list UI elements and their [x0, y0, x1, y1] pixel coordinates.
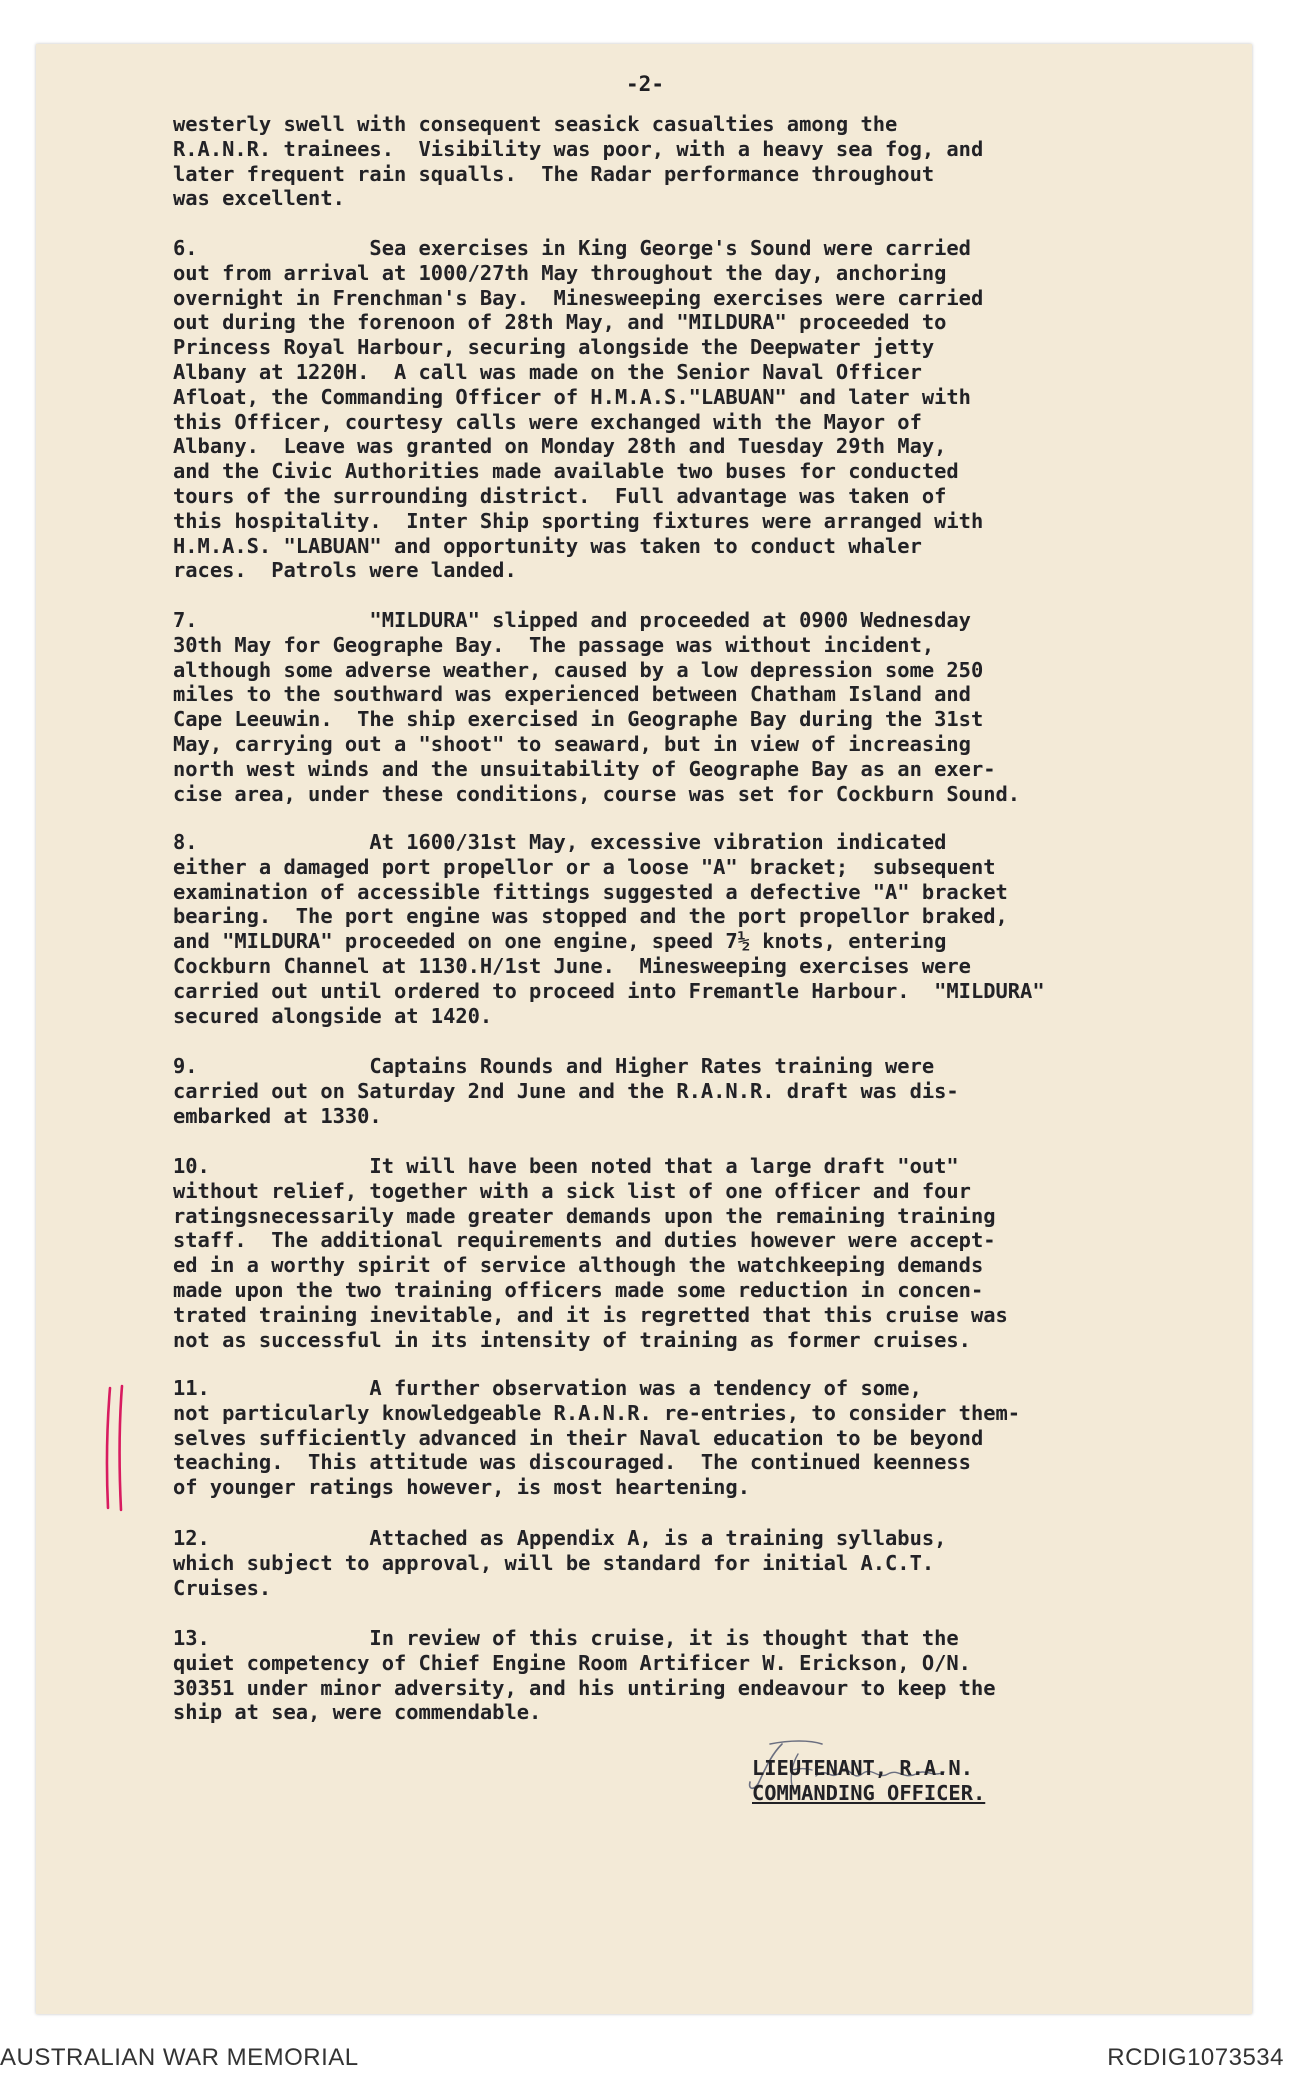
- paragraph-line: 8. At 1600/31st May, excessive vibration indicated: [173, 830, 947, 854]
- paragraph-line: Albany. Leave was granted on Monday 28th and Tuesday 29th May,: [173, 434, 947, 459]
- paragraph-line: 6. Sea exercises in King George's Sound were carried: [173, 236, 971, 260]
- paragraph-line: either a damaged port propellor or a loose "A" bracket; subsequent: [173, 854, 996, 879]
- paragraph-line: bearing. The port engine was stopped and the port propellor braked,: [173, 904, 1008, 929]
- footer-reference: RCDIG1073534: [1107, 2044, 1284, 2071]
- paragraph: [173, 1526, 1203, 1600]
- paragraph-line: was excellent.: [173, 186, 345, 211]
- paragraph-line: ship at sea, were commendable.: [173, 1700, 542, 1725]
- signature-block: [752, 1718, 985, 1806]
- paragraph-line: teaching. This attitude was discouraged. The continued keenness: [173, 1450, 971, 1475]
- paragraph-line: H.M.A.S. "LABUAN" and opportunity was taken to conduct whaler: [173, 533, 922, 558]
- paragraph-line: and "MILDURA" proceeded on one engine, speed 7½ knots, entering: [173, 929, 947, 954]
- paragraph-line: 12. Attached as Appendix A, is a training syllabus,: [173, 1526, 947, 1550]
- paragraph-line: although some adverse weather, caused by a low depression some 250: [173, 657, 984, 682]
- page-number: -2-: [626, 72, 664, 96]
- paragraph-line: north west winds and the unsuitability of Geographe Bay as an exer-: [173, 756, 996, 781]
- paragraph-line: made upon the two training officers made some reduction in concen-: [173, 1277, 984, 1302]
- margin-mark-icon: [100, 1384, 130, 1512]
- paragraph-line: without relief, together with a sick list of one officer and four: [173, 1178, 971, 1203]
- signatory-rank: LIEUTENANT, R.A.N.: [752, 1756, 973, 1780]
- paragraph-line: miles to the southward was experienced between Chatham Island and: [173, 682, 971, 707]
- paragraph-line: embarked at 1330.: [173, 1103, 382, 1128]
- paragraph-line: 7. "MILDURA" slipped and proceeded at 0900 Wednesday: [173, 608, 971, 632]
- paragraph-line: 30351 under minor adversity, and his untiring endeavour to keep the: [173, 1675, 996, 1700]
- paragraph-line: this Officer, courtesy calls were exchanged with the Mayor of: [173, 409, 922, 434]
- footer-source: AUSTRALIAN WAR MEMORIAL: [0, 2044, 359, 2071]
- paragraph-line: 13. In review of this cruise, it is thought that the: [173, 1626, 959, 1650]
- paragraph-line: Cockburn Channel at 1130.H/1st June. Minesweeping exercises were: [173, 953, 971, 978]
- paragraph: [173, 608, 1203, 806]
- paragraph-line: 9. Captains Rounds and Higher Rates training were: [173, 1054, 935, 1078]
- paragraph-line: later frequent rain squalls. The Radar performance throughout: [173, 161, 935, 186]
- paragraph-line: of younger ratings however, is most heartening.: [173, 1475, 750, 1500]
- paragraph-line: overnight in Frenchman's Bay. Minesweeping exercises were carried: [173, 285, 984, 310]
- paragraph-line: examination of accessible fittings suggested a defective "A" bracket: [173, 879, 1008, 904]
- paragraph-line: May, carrying out a "shoot" to seaward, but in view of increasing: [173, 731, 971, 756]
- paragraph-line: Afloat, the Commanding Officer of H.M.A.S."LABUAN" and later with: [173, 384, 971, 409]
- paragraph-line: Cape Leeuwin. The ship exercised in Geographe Bay during the 31st: [173, 707, 984, 732]
- paragraph-line: not as successful in its intensity of training as former cruises.: [173, 1327, 971, 1352]
- paragraph: [173, 830, 1203, 1028]
- paragraph-line: and the Civic Authorities made available two buses for conducted: [173, 459, 959, 484]
- paragraph-line: selves sufficiently advanced in their Naval education to be beyond: [173, 1425, 984, 1450]
- paragraph-line: trated training inevitable, and it is regretted that this cruise was: [173, 1302, 1008, 1327]
- paragraph-line: not particularly knowledgeable R.A.N.R. re-entries, to consider them-: [173, 1400, 1021, 1425]
- paragraph-line: staff. The additional requirements and duties however were accept-: [173, 1228, 996, 1253]
- paragraph-line: cise area, under these conditions, course was set for Cockburn Sound.: [173, 781, 1021, 806]
- paragraph: [173, 112, 1203, 211]
- paragraph: [173, 1626, 1203, 1725]
- paragraph-line: out during the forenoon of 28th May, and "MILDURA" proceeded to: [173, 310, 947, 335]
- signatory-title: COMMANDING OFFICER.: [752, 1781, 986, 1805]
- paragraph-line: westerly swell with consequent seasick casualties among the: [173, 112, 898, 136]
- paragraph: [173, 236, 1203, 583]
- paragraph-line: out from arrival at 1000/27th May throughout the day, anchoring: [173, 260, 947, 285]
- paragraph-line: 11. A further observation was a tendency of some,: [173, 1376, 922, 1400]
- paragraph: [173, 1054, 1203, 1128]
- paragraph-line: this hospitality. Inter Ship sporting fixtures were arranged with: [173, 508, 984, 533]
- paragraph-line: ed in a worthy spirit of service although the watchkeeping demands: [173, 1253, 984, 1278]
- paragraph-line: which subject to approval, will be standard for initial A.C.T.: [173, 1550, 935, 1575]
- paragraph-line: secured alongside at 1420.: [173, 1003, 493, 1028]
- paragraph-line: ratingsnecessarily made greater demands upon the remaining training: [173, 1203, 996, 1228]
- paragraph: [173, 1154, 1203, 1352]
- paragraph-line: Albany at 1220H. A call was made on the Senior Naval Officer: [173, 359, 922, 384]
- paragraph-line: carried out on Saturday 2nd June and the R.A.N.R. draft was dis-: [173, 1078, 959, 1103]
- paragraph-line: quiet competency of Chief Engine Room Artificer W. Erickson, O/N.: [173, 1650, 971, 1675]
- paragraph-line: carried out until ordered to proceed into Fremantle Harbour. "MILDURA": [173, 978, 1045, 1003]
- paragraph-line: races. Patrols were landed.: [173, 558, 517, 583]
- paragraph-line: tours of the surrounding district. Full advantage was taken of: [173, 483, 947, 508]
- paragraph-line: 30th May for Geographe Bay. The passage was without incident,: [173, 632, 935, 657]
- paragraph: [173, 1376, 1203, 1500]
- paragraph-line: Princess Royal Harbour, securing alongside the Deepwater jetty: [173, 335, 935, 360]
- paragraph-line: Cruises.: [173, 1575, 272, 1600]
- paragraph-line: R.A.N.R. trainees. Visibility was poor, with a heavy sea fog, and: [173, 136, 984, 161]
- paragraph-line: 10. It will have been noted that a large draft "out": [173, 1154, 959, 1178]
